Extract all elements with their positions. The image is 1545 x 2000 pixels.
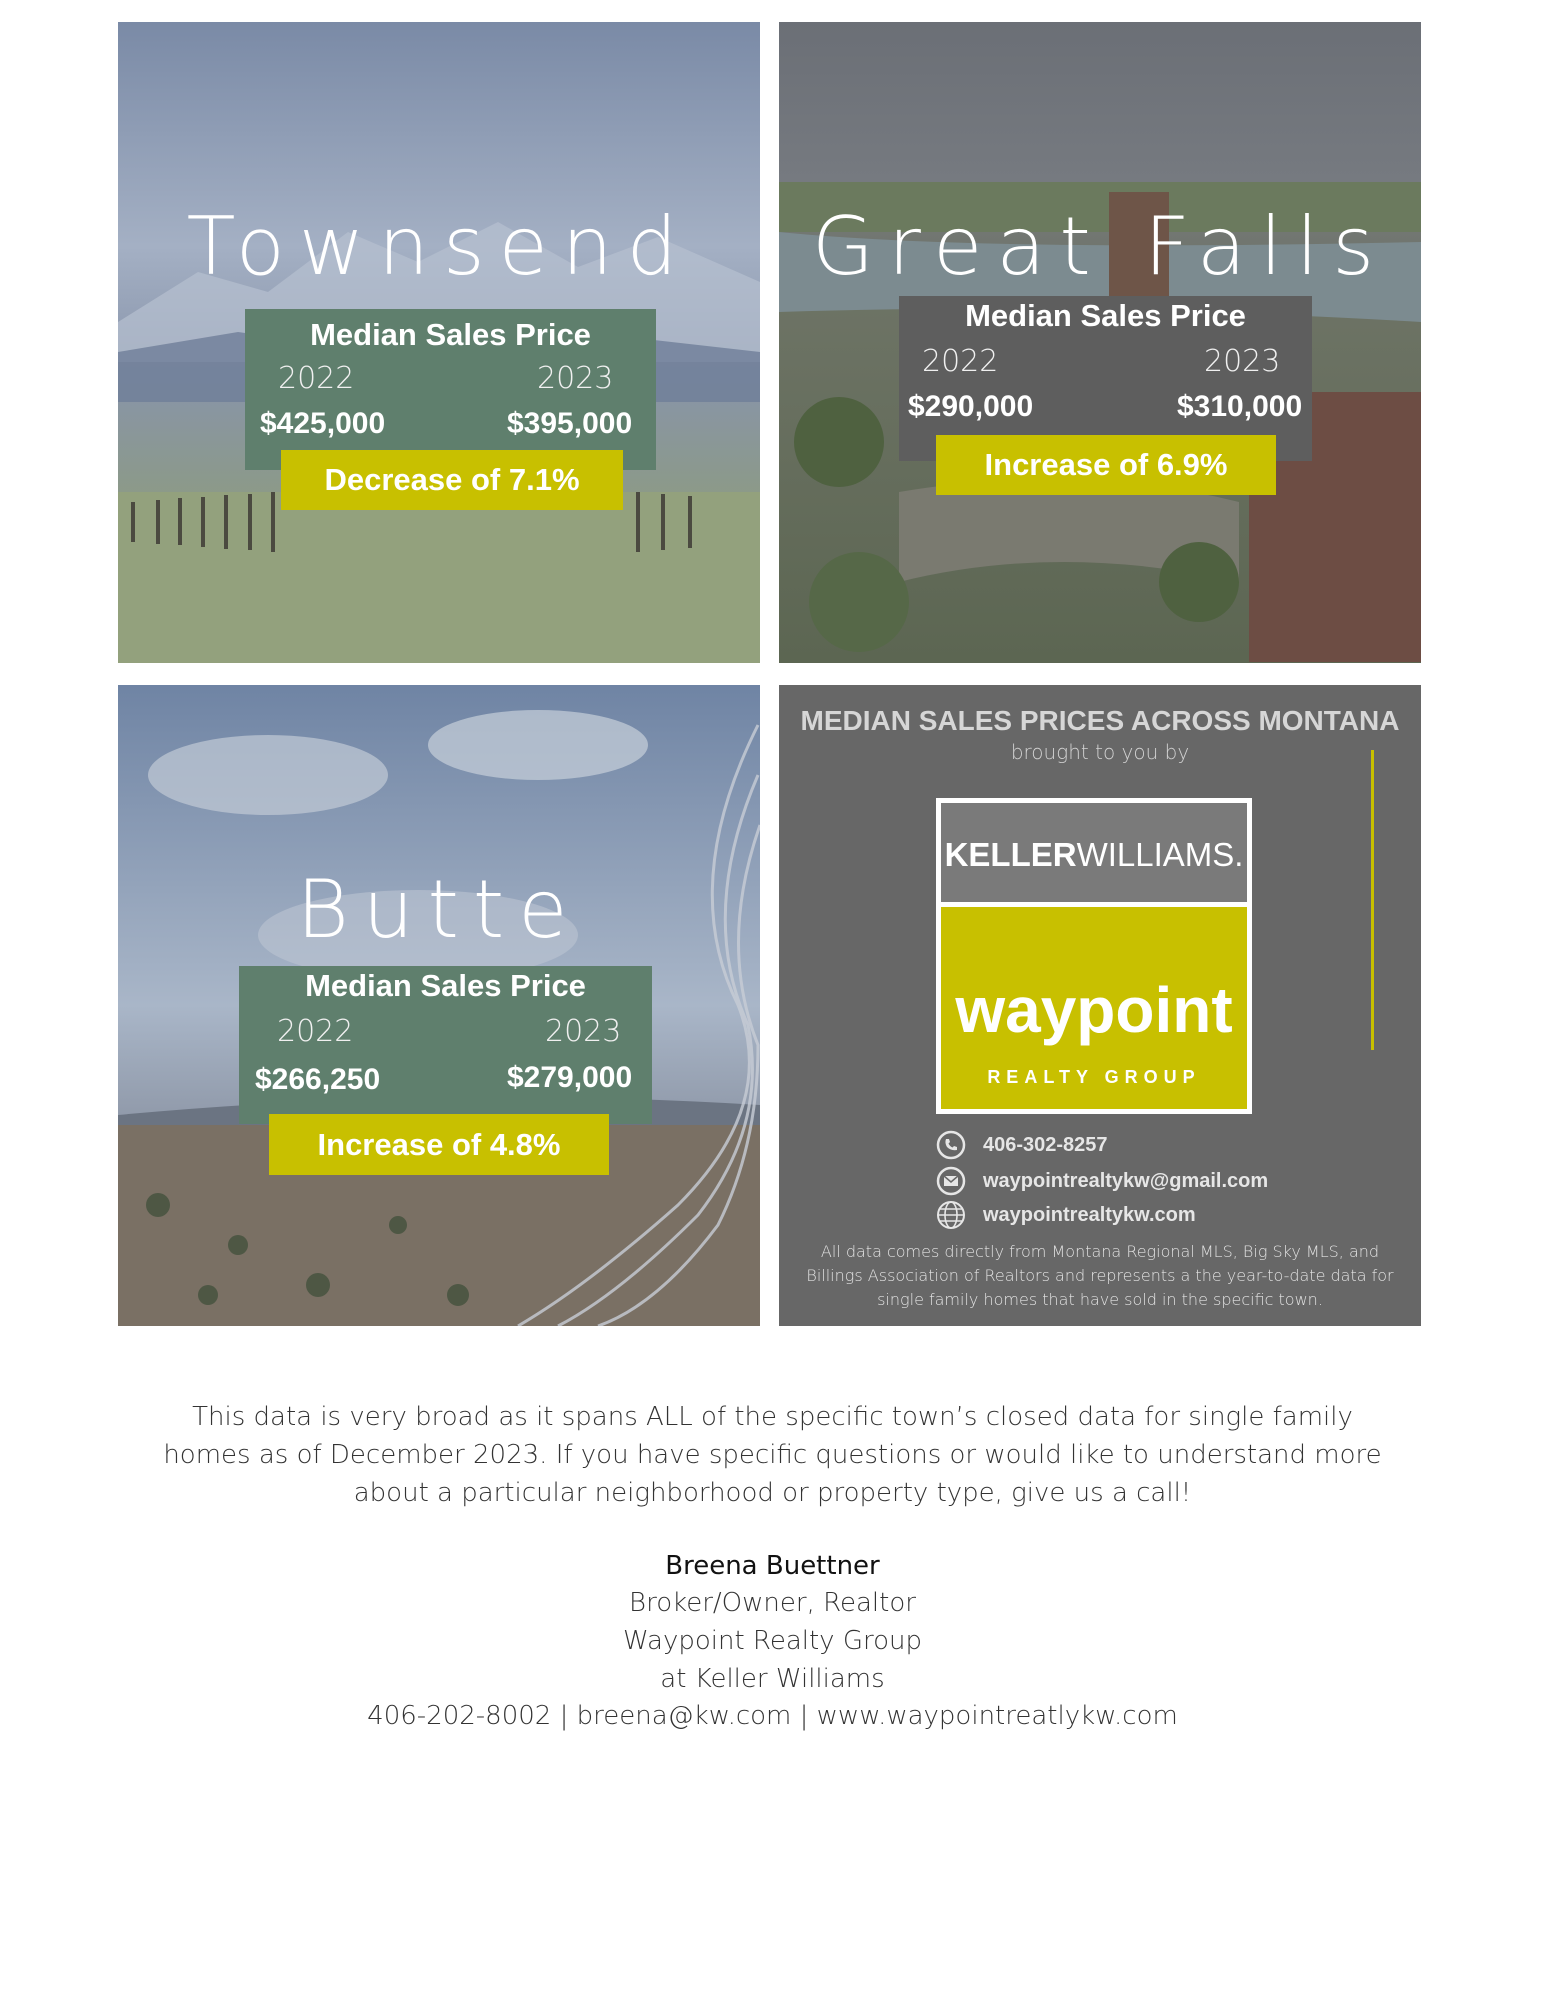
agent-role: Broker/Owner, Realtor — [629, 1588, 916, 1618]
median-price-title: Median Sales Price — [305, 968, 586, 1003]
price-2023: $279,000 — [507, 1061, 633, 1094]
median-price-box — [239, 966, 652, 1124]
butte-tile — [118, 685, 760, 1326]
median-price-title: Median Sales Price — [310, 317, 591, 352]
townsend-tile — [118, 22, 760, 663]
year-2022-label: 2022 — [277, 1014, 354, 1049]
town-name: Butte — [296, 863, 582, 956]
mail-icon — [936, 1166, 966, 1196]
price-2022: $290,000 — [908, 390, 1034, 423]
median-price-box — [245, 309, 656, 470]
town-name: Great Falls — [812, 200, 1388, 293]
price-2022: $425,000 — [260, 407, 386, 440]
keller-williams-logo — [941, 803, 1247, 907]
change-badge: Decrease of 7.1% — [281, 450, 623, 510]
info-tile — [779, 685, 1421, 1326]
year-2022-label: 2022 — [922, 344, 999, 379]
info-title: MEDIAN SALES PRICES ACROSS MONTANA — [800, 705, 1400, 736]
price-2023: $310,000 — [1177, 390, 1303, 423]
globe-icon — [936, 1200, 966, 1230]
email-address: waypointrealtykw@gmail.com — [983, 1170, 1269, 1192]
realty-group-text: REALTY GROUP — [987, 1067, 1201, 1087]
agent-affiliation: at Keller Williams — [660, 1664, 885, 1694]
waypoint-wordmark: waypoint — [955, 974, 1233, 1046]
year-2023-label: 2023 — [537, 361, 614, 396]
change-badge: Increase of 4.8% — [269, 1114, 609, 1175]
phone-icon — [936, 1130, 966, 1160]
website-row[interactable] — [936, 1200, 1356, 1230]
price-2022: $266,250 — [255, 1063, 381, 1096]
williams-text: WILLIAMS. — [1076, 836, 1244, 873]
great-falls-tile — [779, 22, 1421, 663]
year-2023-label: 2023 — [1204, 344, 1281, 379]
median-price-title: Median Sales Price — [965, 298, 1246, 333]
agent-company: Waypoint Realty Group — [623, 1626, 922, 1656]
year-2023-label: 2023 — [545, 1014, 622, 1049]
keller-text: KELLER — [944, 836, 1077, 873]
email-row[interactable] — [936, 1166, 1356, 1196]
accent-divider — [1371, 750, 1374, 1050]
data-note-paragraph: This data is very broad as it spans ALL of the specific town’s closed data for single family homes as of December 2023. If you have specific questions or would like to understand more about a particular neighborhood or property type, give us a call! — [163, 1402, 1382, 1508]
town-name: Townsend — [186, 200, 692, 293]
website-url: waypointrealtykw.com — [983, 1204, 1196, 1226]
price-2023: $395,000 — [507, 407, 633, 440]
phone-row[interactable] — [936, 1130, 1356, 1160]
agent-name: Breena Buettner — [665, 1551, 880, 1581]
data-disclaimer: All data comes directly from Montana Regional MLS, Big Sky MLS, and Billings Association of Realtors and represents a the year-to-date data for single family homes that have sold in the specific town. — [806, 1242, 1394, 1309]
agent-contact-line: 406-202-8002 | breena@kw.com | www.waypointreatlykw.com — [367, 1701, 1178, 1731]
info-subtitle: brought to you by — [1010, 740, 1190, 764]
phone-number: 406-302-8257 — [983, 1134, 1108, 1156]
year-2022-label: 2022 — [278, 361, 355, 396]
waypoint-logo — [936, 798, 1252, 1114]
change-badge: Increase of 6.9% — [936, 435, 1276, 495]
